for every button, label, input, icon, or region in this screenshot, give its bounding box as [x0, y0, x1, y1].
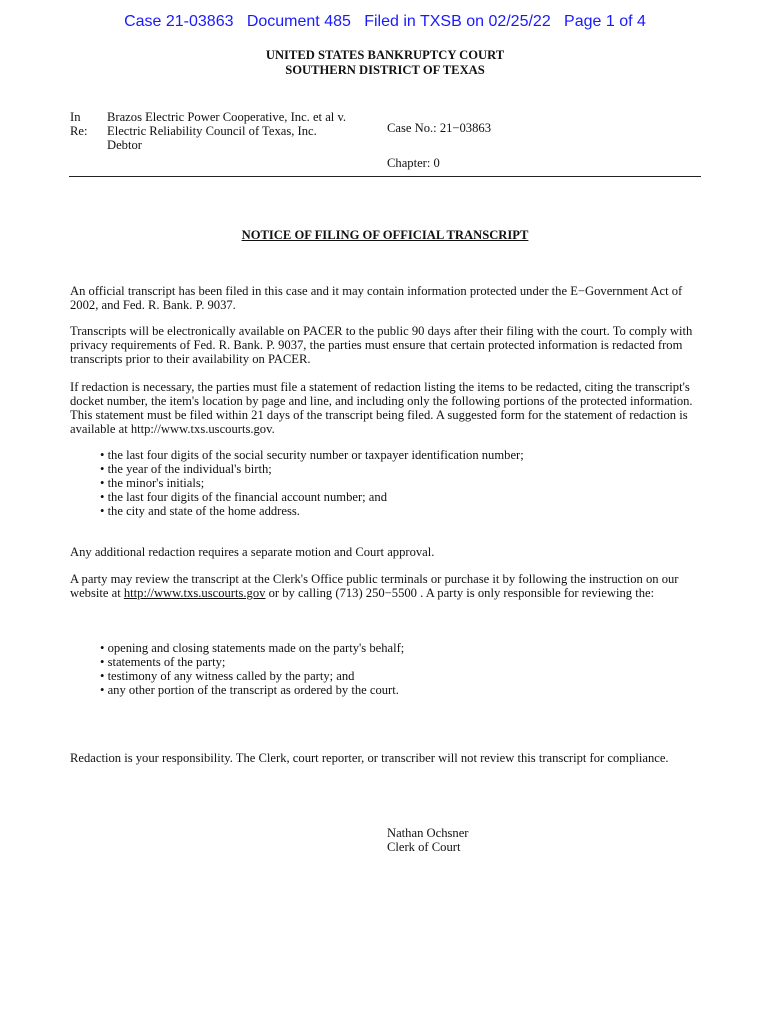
in-label: In: [70, 110, 81, 124]
clerk-title: Clerk of Court: [387, 840, 461, 854]
list-item: • statements of the party;: [100, 655, 404, 669]
paragraph-pacer: Transcripts will be electronically available on PACER to the public 90 days after their filing with the court. To comply with privacy requirements of Fed. R. Bank. P. 9037, the parties must ensure that certain protected information is redacted from transcripts prior to their availability on PACER.: [70, 324, 693, 366]
court-website-link[interactable]: http://www.txs.uscourts.gov: [123, 586, 266, 600]
court-name: UNITED STATES BANKRUPTCY COURT: [265, 48, 505, 62]
paragraph-redaction: If redaction is necessary, the parties must file a statement of redaction listing the items to be redacted, citing the transcript's docket number, the item's location by page and line, and including only the following portions of the protected information. This statement must be filed within 21 days of the transcript being filed. A suggested form for the statement of redaction is available at http://www.txs.uscourts.gov.: [70, 380, 693, 436]
court-district: SOUTHERN DISTRICT OF TEXAS: [285, 63, 485, 77]
list-item: • opening and closing statements made on the party's behalf;: [100, 641, 404, 655]
review-items-list: [100, 641, 404, 697]
signature-block: [387, 826, 468, 854]
list-item: • the minor's initials;: [100, 476, 524, 490]
paragraph-review: [70, 572, 706, 600]
parties-line: Electric Reliability Council of Texas, Inc.: [107, 124, 317, 138]
review-text: or by calling (713) 250−5500 . A party is only responsible for reviewing the:: [265, 586, 655, 600]
parties-line: Brazos Electric Power Cooperative, Inc. et al v.: [107, 110, 347, 124]
list-item: • the city and state of the home address.: [100, 504, 524, 518]
list-item: • the last four digits of the financial account number; and: [100, 490, 524, 504]
list-item: • the year of the individual's birth;: [100, 462, 524, 476]
paragraph-egov: An official transcript has been filed in this case and it may contain information protected under the E−Government Act of 2002, and Fed. R. Bank. P. 9037.: [70, 284, 683, 312]
list-item: • testimony of any witness called by the party; and: [100, 669, 404, 683]
chapter: Chapter: 0: [387, 156, 440, 170]
court-heading: [0, 48, 770, 78]
case-number: Case No.: 21−03863: [387, 121, 491, 135]
notice-title: NOTICE OF FILING OF OFFICIAL TRANSCRIPT: [241, 228, 529, 242]
review-text: A party may review the transcript at the Clerk's Office public terminals or purchase it by following the instruction on our website at: [70, 572, 679, 600]
re-label: Re:: [70, 124, 88, 138]
paragraph-additional: Any additional redaction requires a separate motion and Court approval.: [70, 545, 435, 559]
in-re-label: [70, 110, 88, 138]
list-item: • the last four digits of the social security number or taxpayer identification number;: [100, 448, 524, 462]
clerk-name: Nathan Ochsner: [387, 826, 469, 840]
debtor-label: Debtor: [107, 138, 142, 152]
redaction-items-list: [100, 448, 524, 518]
filing-stamp: Case 21-03863 Document 485 Filed in TXSB on 02/25/22 Page 1 of 4: [124, 13, 646, 30]
case-caption: [107, 110, 346, 152]
caption-divider: [69, 176, 701, 177]
list-item: • any other portion of the transcript as ordered by the court.: [100, 683, 404, 697]
paragraph-responsibility: Redaction is your responsibility. The Clerk, court reporter, or transcriber will not review this transcript for compliance.: [70, 751, 669, 765]
